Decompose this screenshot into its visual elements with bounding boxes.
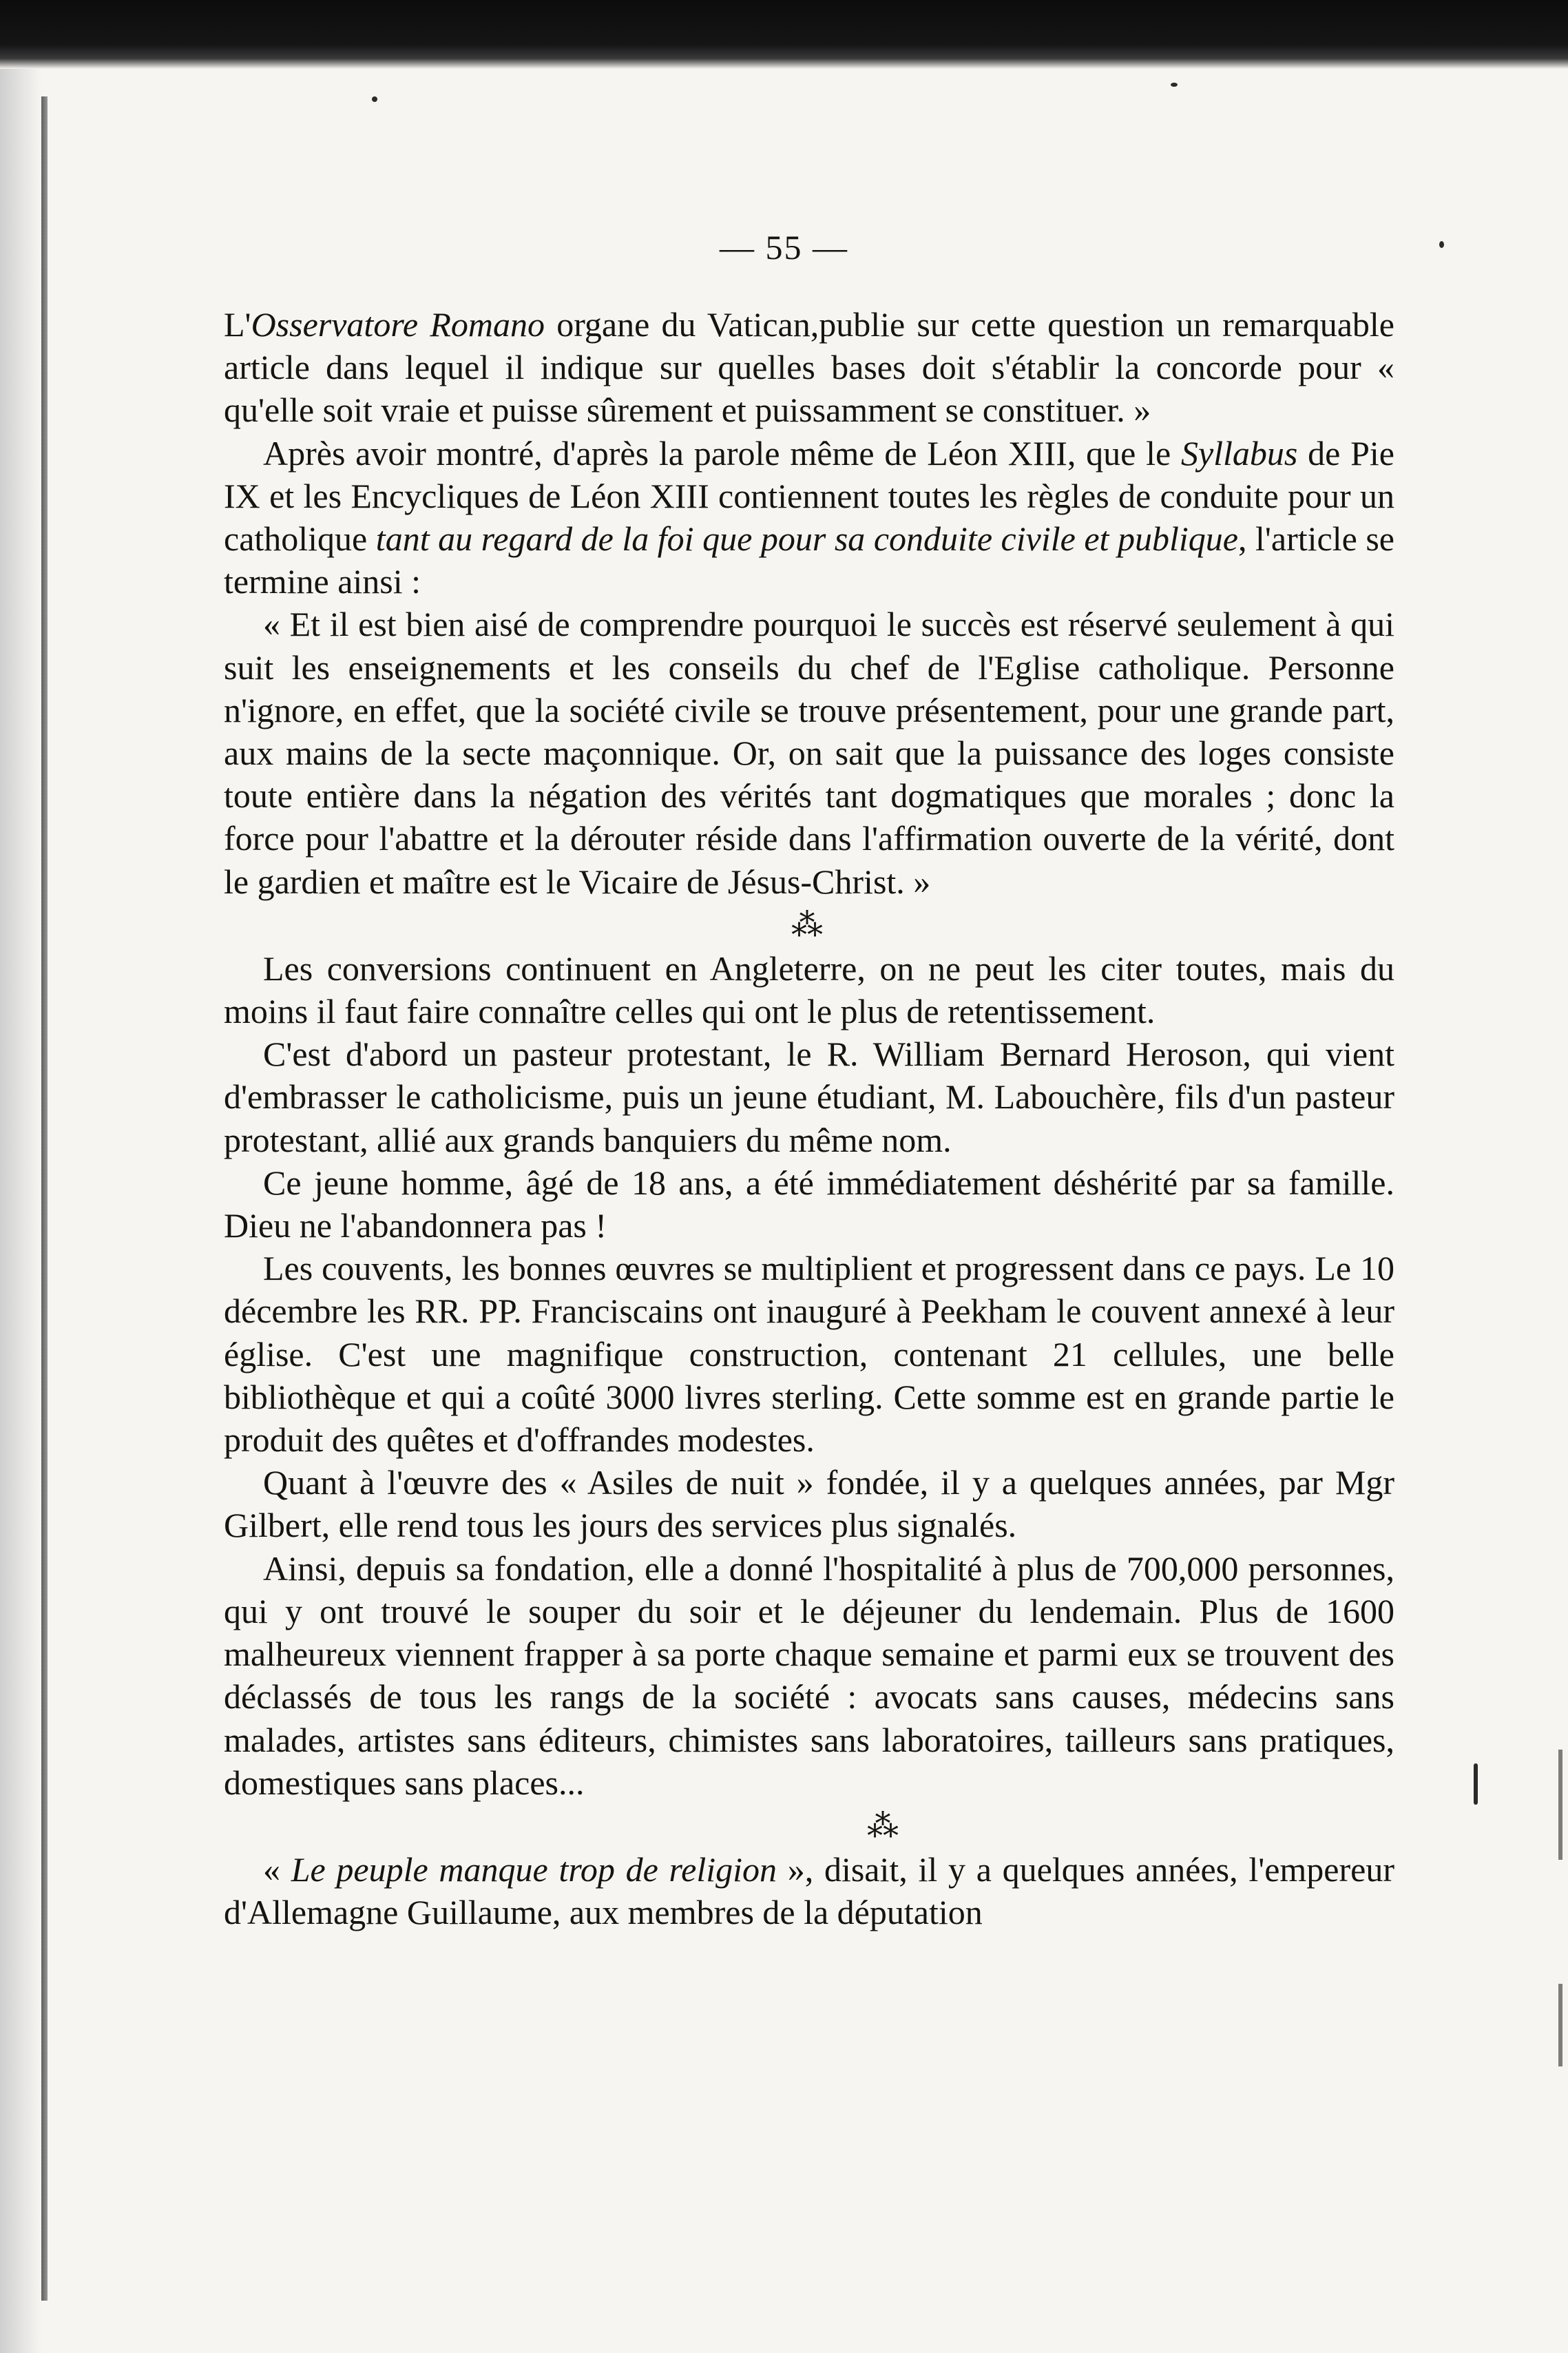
paragraph-text: Les conversions continuent en Angleterre, on ne peut les citer toutes, mais du moins il faut faire connaître celles qui ont le plus de retentissement. <box>224 949 1394 1031</box>
paragraph-text: L' <box>224 305 251 344</box>
scan-speck <box>372 96 377 102</box>
paragraph-text: Ainsi, depuis sa fondation, elle a donné l'hospitalité à plus de 700,000 personnes, qui y ont trouvé le souper du soir et le déjeuner du lendemain. Plus de 1600 malheureux viennent frapper à sa porte chaque semaine et parmi eux se trouvent des déclassés de tous les rangs de la société : avocats sans causes, médecins sans malades, artistes sans éditeurs, chimistes sans laboratoires, tailleurs sans pratiques, domestiques sans places... <box>224 1548 1394 1802</box>
paragraph-text: Après avoir montré, d'après la parole même de Léon XIII, que le <box>263 433 1181 473</box>
italic-text: Le peuple manque trop de religion <box>291 1849 777 1889</box>
paragraph <box>224 1547 1394 1804</box>
paragraph-text: Ce jeune homme, âgé de 18 ans, a été immédiatement déshérité par sa famille. Dieu ne l'abandonnera pas ! <box>224 1163 1394 1245</box>
scan-top-border <box>0 0 1568 69</box>
scan-speck <box>1171 83 1178 87</box>
paragraph <box>224 1461 1394 1546</box>
italic-text: Osservatore Romano <box>251 305 545 344</box>
paragraph <box>224 1161 1394 1247</box>
paragraph-text: C'est d'abord un pasteur protestant, le R. William Bernard Heroson, qui vient d'embrasser le catholicisme, puis un jeune étudiant, M. Labouchère, fils d'un pasteur protestant, allié aux grands banquiers du même nom. <box>224 1035 1394 1159</box>
scan-edge-mark <box>1558 1984 1562 2066</box>
paragraph <box>224 1033 1394 1161</box>
paragraph-text: organe du Vatican,publie sur cette question un remarquable article dans lequel il indique sur quelles bases doit s'établir la concorde pour « qu'elle soit vraie et puisse sûrement et puissamment se constituer. » <box>224 305 1394 430</box>
body-text <box>224 303 1394 1934</box>
paragraph-text: de Pie IX et les Encycliques de Léon XIII contiennent toutes les règles de conduite pour un catholique <box>224 433 1394 559</box>
scan-edge-mark <box>1558 1750 1562 1860</box>
italic-text: Syllabus <box>1180 433 1298 473</box>
paragraph <box>224 1247 1394 1461</box>
scan-gutter-line <box>41 96 48 2301</box>
paragraph <box>224 303 1394 432</box>
scan-speck <box>1474 1763 1478 1805</box>
section-separator-asterism: ⁂ <box>791 906 827 942</box>
italic-text: tant au regard de la foi que pour sa conduite civile et publique <box>375 519 1238 559</box>
paragraph <box>224 1848 1394 1934</box>
page-number: — 55 — <box>720 228 848 267</box>
paragraph-text: « <box>263 1849 291 1889</box>
paragraph-text: Quant à l'œuvre des « Asiles de nuit » fondée, il y a quelques années, par Mgr Gilbert, elle rend tous les jours des services plus signalés. <box>224 1463 1394 1545</box>
paragraph <box>224 603 1394 902</box>
scan-left-shadow <box>0 69 41 2353</box>
paragraph-text: , l'article se termine ainsi : <box>224 519 1394 601</box>
paragraph-text: « Et il est bien aisé de comprendre pourquoi le succès est réservé seulement à qui suit les enseignements et les conseils du chef de l'Eglise catholique. Personne n'ignore, en effet, que la société civile se trouve présentement, pour une grande part, aux mains de la secte maçonnique. Or, on sait que la puissance des loges consiste toute entière dans la négation des vérités tant dogmatiques que morales ; donc la force pour l'abattre et la dérouter réside dans l'affirmation ouverte de la vérité, dont le gardien et maître est le Vicaire de Jésus-Christ. » <box>224 605 1394 901</box>
paragraph-text: », disait, il y a quelques années, l'empereur d'Allemagne Guillaume, aux membres de la députation <box>224 1849 1394 1932</box>
section-separator-asterism: ⁂ <box>867 1807 903 1843</box>
paragraph-text: Les couvents, les bonnes œuvres se multiplient et progressent dans ce pays. Le 10 décembre les RR. PP. Franciscains ont inauguré à Peekham le couvent annexé à leur église. C'est une magnifique construction, contenant 21 cellules, une belle bibliothèque et qui a coûté 3000 livres sterling. Cette somme est en grande partie le produit des quêtes et d'offrandes modestes. <box>224 1249 1394 1460</box>
paragraph <box>224 432 1394 603</box>
paragraph <box>224 947 1394 1033</box>
